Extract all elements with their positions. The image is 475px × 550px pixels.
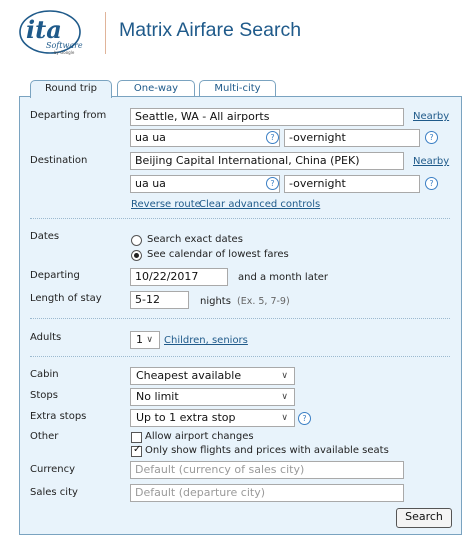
cabin-label: Cabin bbox=[30, 369, 59, 380]
stops-label: Stops bbox=[30, 390, 58, 401]
clear-advanced-link[interactable]: Clear advanced controls bbox=[199, 199, 321, 210]
airport-changes-checkbox[interactable] bbox=[131, 432, 142, 443]
svg-text:by Google: by Google bbox=[54, 50, 75, 55]
help-icon[interactable]: ? bbox=[425, 177, 438, 190]
help-icon[interactable]: ? bbox=[298, 412, 311, 425]
available-seats-label: Only show flights and prices with available seats bbox=[145, 445, 389, 456]
origin-connection-input[interactable]: -overnight bbox=[284, 129, 420, 147]
available-seats-checkbox[interactable] bbox=[131, 446, 142, 457]
dates-label: Dates bbox=[30, 231, 60, 242]
checkmark-icon: ✓ bbox=[133, 444, 142, 455]
destination-nearby-link[interactable]: Nearby bbox=[413, 156, 450, 167]
reverse-route-link[interactable]: Reverse route bbox=[131, 199, 201, 210]
chevron-down-icon: ∨ bbox=[281, 371, 288, 381]
departing-date-input[interactable]: 10/22/2017 bbox=[130, 268, 228, 286]
adults-label: Adults bbox=[30, 332, 62, 343]
adults-select[interactable]: 1 ∨ bbox=[130, 331, 160, 349]
chevron-down-icon: ∨ bbox=[281, 413, 288, 423]
tab-multi-city[interactable]: Multi-city bbox=[199, 80, 276, 96]
page-title: Matrix Airfare Search bbox=[119, 19, 302, 41]
section-divider bbox=[30, 356, 450, 357]
length-of-stay-input[interactable]: 5-12 bbox=[130, 291, 189, 309]
svg-text:ita: ita bbox=[26, 15, 62, 44]
stops-select[interactable]: No limit ∨ bbox=[130, 388, 295, 406]
extra-stops-select[interactable]: Up to 1 extra stop ∨ bbox=[130, 409, 295, 427]
length-of-stay-label: Length of stay bbox=[30, 293, 102, 304]
header-divider bbox=[105, 12, 106, 54]
departing-from-label: Departing from bbox=[30, 110, 107, 121]
cabin-select[interactable]: Cheapest available ∨ bbox=[130, 367, 295, 385]
date-calendar-radio[interactable] bbox=[131, 250, 142, 261]
children-seniors-link[interactable]: Children, seniors bbox=[164, 335, 248, 346]
currency-input[interactable]: Default (currency of sales city) bbox=[130, 461, 404, 479]
tab-one-way[interactable]: One-way bbox=[117, 80, 195, 96]
search-button[interactable]: Search bbox=[396, 508, 452, 528]
date-calendar-label: See calendar of lowest fares bbox=[147, 249, 289, 260]
destination-label: Destination bbox=[30, 155, 88, 166]
stay-example: (Ex. 5, 7-9) bbox=[237, 296, 290, 307]
ita-software-logo bbox=[16, 8, 96, 58]
extra-stops-label: Extra stops bbox=[30, 411, 87, 422]
tab-round-trip[interactable]: Round trip bbox=[30, 80, 112, 98]
help-icon[interactable]: ? bbox=[425, 131, 438, 144]
currency-label: Currency bbox=[30, 464, 76, 475]
section-divider bbox=[30, 218, 450, 219]
date-exact-label: Search exact dates bbox=[147, 234, 243, 245]
other-label: Other bbox=[30, 431, 59, 442]
section-divider bbox=[30, 318, 450, 319]
origin-nearby-link[interactable]: Nearby bbox=[413, 111, 450, 122]
sales-city-input[interactable]: Default (departure city) bbox=[130, 484, 404, 502]
help-icon[interactable]: ? bbox=[266, 177, 279, 190]
destination-carrier-input[interactable]: ua ua bbox=[130, 175, 280, 193]
date-exact-radio[interactable] bbox=[131, 235, 142, 246]
sales-city-label: Sales city bbox=[30, 487, 78, 498]
destination-input[interactable]: Beijing Capital International, China (PEK) bbox=[130, 152, 404, 170]
chevron-down-icon: ∨ bbox=[146, 335, 153, 345]
stay-unit: nights bbox=[200, 296, 231, 307]
chevron-down-icon: ∨ bbox=[281, 392, 288, 402]
origin-carrier-input[interactable]: ua ua bbox=[130, 129, 280, 147]
airport-changes-label: Allow airport changes bbox=[145, 431, 254, 442]
origin-input[interactable]: Seattle, WA - All airports bbox=[130, 108, 404, 126]
destination-connection-input[interactable]: -overnight bbox=[284, 175, 420, 193]
departing-suffix: and a month later bbox=[238, 272, 329, 283]
svg-text:Software: Software bbox=[46, 41, 83, 50]
departing-label: Departing bbox=[30, 270, 80, 281]
help-icon[interactable]: ? bbox=[266, 131, 279, 144]
